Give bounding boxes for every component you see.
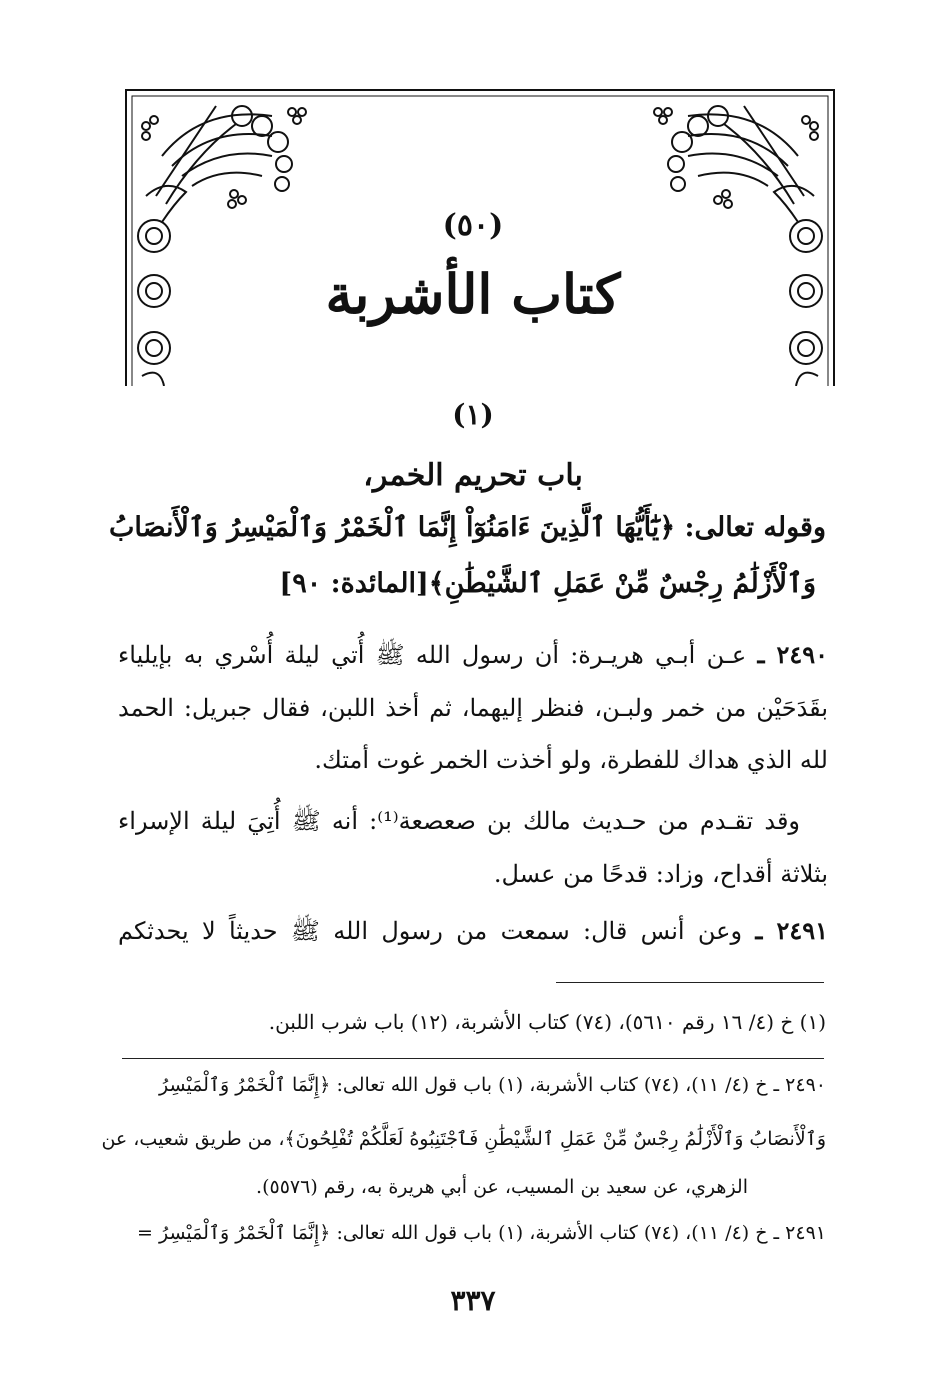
hadith-2490-line-2: بقَدَحَيْن من خمر ولبـن، فنظر إليهما، ثم أخذ اللبن، فقال جبريل: الحمد: [118, 694, 828, 722]
quran-verse-line-1: وقوله تعالى: ﴿يَٰٓأَيُّهَا ٱلَّذِينَ ءَامَنُوٓاْ إِنَّمَا ٱلْخَمْرُ وَٱلْمَيْسِرُ وَٱلْأَنصَابُ: [108, 512, 826, 543]
top-right-fan: [654, 106, 818, 208]
hadith-2490-line-3: لله الذي هداك للفطرة، ولو أخذت الخمر غوت أمتك.: [314, 746, 828, 774]
hadith-2490-line-1: [118, 640, 828, 675]
note-2490-line-2: وَٱلْأَنصَابُ وَٱلْأَزْلَٰمُ رِجْسٌ مِّنْ عَمَلِ ٱلشَّيْطَٰنِ فَٱجْتَنِبُوهُ لَعَلَّكُمْ تُفْلِحُونَ﴾، من طريق شعيب، عن: [101, 1128, 826, 1150]
chapter-number: (٥٠): [442, 208, 504, 243]
malik-reference-line-2: بثلاثة أقداح، وزاد: قدحًا من عسل.: [493, 860, 828, 888]
notes-separator: [122, 1058, 824, 1059]
section-number: (١): [452, 398, 494, 431]
book-title: كتاب الأشربة: [325, 262, 621, 326]
note-2490-line-1: ٢٤٩٠ ـ خ (٤/ ١١)، (٧٤) كتاب الأشربة، (١) باب قول الله تعالى: ﴿إِنَّمَا ٱلْخَمْرُ وَٱلْمَيْسِرُ: [158, 1074, 826, 1096]
hadith-number: ٢٤٩١ ـ: [755, 916, 828, 945]
note-2490-line-3: الزهري، عن سعيد بن المسيب، عن أبي هريرة به، رقم (٥٥٧٦).: [256, 1176, 748, 1198]
malik-reference-line-1: وقد تقـدم من حـديث مالك بن صعصعة⁽¹⁾: أنه ﷺ أُتِيَ ليلة الإسراء: [118, 807, 801, 835]
quran-verse-line-2: وَٱلْأَزْلَٰمُ رِجْسٌ مِّنْ عَمَلِ ٱلشَّيْطَٰنِ﴾[المائدة: ٩٠]: [279, 568, 816, 599]
top-left-fan: [142, 106, 306, 208]
note-2491-line-1: ٢٤٩١ ـ خ (٤/ ١١)، (٧٤) كتاب الأشربة، (١) باب قول الله تعالى: ﴿إِنَّمَا ٱلْخَمْرُ وَٱلْمَيْسِرُ =: [137, 1222, 826, 1244]
hadith-2491-line-1: [118, 916, 828, 951]
footnote-1: (١) خ (٤/ ١٦ رقم ٥٦١٠)، (٧٤) كتاب الأشربة، (١٢) باب شرب اللبن.: [268, 1010, 826, 1034]
page-number: ٣٣٧: [450, 1284, 496, 1317]
section-title: باب تحريم الخمر،: [363, 458, 583, 493]
hadith-text: عـن أبـي هريـرة: أن رسول الله ﷺ أُتي ليلة أُسْري به بإيلياء: [118, 641, 747, 669]
hadith-number: ٢٤٩٠ ـ: [757, 640, 828, 669]
footnote-separator: [556, 982, 824, 983]
hadith-text: وعن أنس قال: سمعت من رسول الله ﷺ حديثاً لا يحدثكم: [118, 917, 743, 945]
